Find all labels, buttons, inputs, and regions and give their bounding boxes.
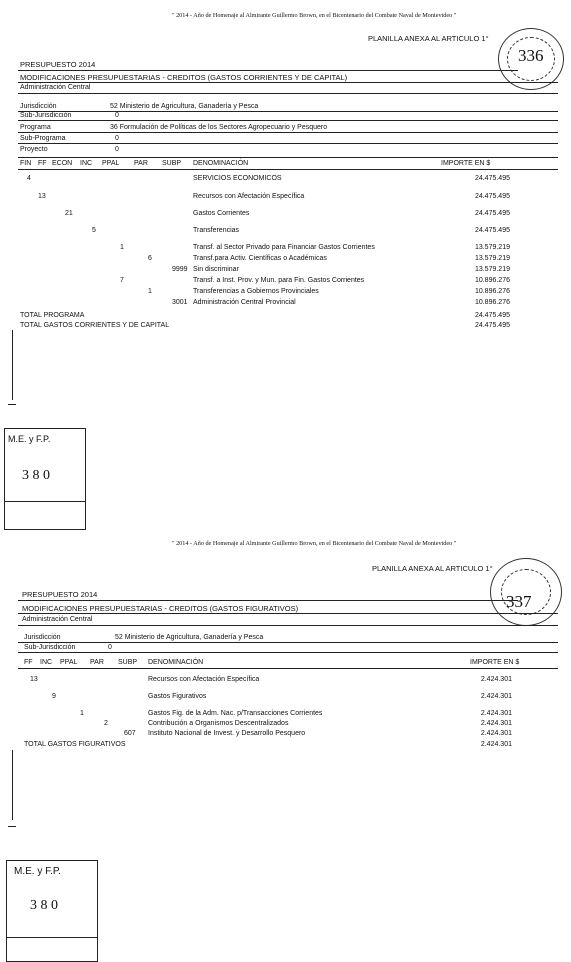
row-amount: 2.424.301 [480,676,512,683]
annex-title: PLANILLA ANEXA AL ARTICULO 1° [368,34,489,43]
row-name: Gastos Fig. de la Adm. Nac. p/Transacciones Corrientes [148,710,323,717]
section-title: MODIFICACIONES PRESUPUESTARIAS - CREDITOS (GASTOS FIGURATIVOS) [22,604,299,613]
row-code: 6 [148,255,152,262]
row-code: 9 [52,693,56,700]
page-motto: " 2014 - Año de Homenaje al Almirante Guillermo Brown, en el Bicentenario del Combate Naval de Montevideo " [172,540,457,547]
admin-label: Administración Central [22,616,93,623]
row-name: Administración Central Provincial [193,299,296,306]
col-header: DENOMINACIÓN [148,659,204,666]
presupuesto-label: PRESUPUESTO 2014 [20,60,96,69]
row-amount: 10.896.276 [474,299,510,306]
col-header: FF [38,160,47,167]
field-label: Proyecto [20,146,48,153]
col-header: SUBP [118,659,138,666]
row-name: Transf. al Sector Privado para Financiar Gastos Corrientes [193,244,375,251]
row-amount: 10.896.276 [474,277,510,284]
page-motto: " 2014 - Año de Homenaje al Almirante Guillermo Brown, en el Bicentenario del Combate Naval de Montevideo " [172,12,457,19]
col-header: SUBP [162,160,182,167]
row-name: Transferencias [193,227,240,234]
row-amount: 24.475.495 [474,210,510,217]
row-name: Recursos con Afectación Específica [193,193,305,200]
col-header: PPAL [102,160,120,167]
col-header: IMPORTE EN $ [470,659,520,666]
col-header: IMPORTE EN $ [441,160,491,167]
ministry-seal-label: M.E. y F.P. [8,434,51,444]
row-amount: 10.896.276 [474,288,510,295]
col-header: ECON [52,160,73,167]
col-header: PAR [134,160,148,167]
ministry-seal-label: M.E. y F.P. [14,866,62,877]
total-amount: 24.475.495 [474,312,510,319]
row-amount: 2.424.301 [480,720,512,727]
field-value: 36 Formulación de Políticas de los Sectores Agropecuario y Pesquero [110,124,328,131]
row-name: Transf. a Inst. Prov. y Mun. para Fin. Gastos Corrientes [193,277,365,284]
field-label: Programa [20,124,51,131]
field-label: Jurisdicción [24,634,61,641]
field-label: Sub-Jurisdicción [20,112,72,119]
total-label: TOTAL PROGRAMA [20,312,85,319]
field-value: 52 Ministerio de Agricultura, Ganadería y Pesca [110,103,259,110]
row-name: Sin discriminar [193,266,239,273]
row-amount: 13.579.219 [474,266,510,273]
row-amount: 13.579.219 [474,255,510,262]
row-name: Recursos con Afectación Específica [148,676,260,683]
col-header: PPAL [60,659,78,666]
row-amount: 13.579.219 [474,244,510,251]
row-name: Transferencias a Gobiernos Provinciales [193,288,319,295]
row-name: Instituto Nacional de Invest. y Desarrollo Pesquero [148,730,306,737]
ministry-seal-number: 3 8 0 [22,468,50,483]
row-code: 13 [38,193,46,200]
field-value: 0 [108,644,112,651]
presupuesto-label: PRESUPUESTO 2014 [22,590,98,599]
field-label: Sub-Jurisdicción [24,644,76,651]
field-value: 0 [115,135,119,142]
total-label: TOTAL GASTOS FIGURATIVOS [24,741,126,748]
col-header: DENOMINACIÓN [193,160,249,167]
folio-number: 336 [518,46,544,65]
row-amount: 24.475.495 [474,193,510,200]
row-name: Gastos Corrientes [193,210,250,217]
row-code: 4 [27,175,31,182]
col-header: PAR [90,659,104,666]
total-amount: 24.475.495 [474,322,510,329]
field-label: Jurisdicción [20,103,57,110]
row-code: 2 [104,720,108,727]
admin-label: Administración Central [20,84,91,91]
row-code: 21 [65,210,73,217]
row-code: 9999 [172,266,188,273]
row-code: 13 [30,676,38,683]
row-code: 1 [80,710,84,717]
field-value: 0 [115,146,119,153]
row-code: 1 [148,288,152,295]
row-code: 607 [124,730,136,737]
col-header: INC [80,160,93,167]
row-name: SERVICIOS ECONOMICOS [193,175,282,182]
row-amount: 2.424.301 [480,730,512,737]
field-value: 0 [115,112,119,119]
col-header: INC [40,659,53,666]
row-amount: 2.424.301 [480,693,512,700]
annex-title: PLANILLA ANEXA AL ARTICULO 1° [372,564,493,573]
row-name: Transf.para Activ. Científicas o Académicas [193,255,327,262]
section-title: MODIFICACIONES PRESUPUESTARIAS - CREDITOS (GASTOS CORRIENTES Y DE CAPITAL) [20,73,348,82]
total-label: TOTAL GASTOS CORRIENTES Y DE CAPITAL [20,322,170,329]
row-code: 7 [120,277,124,284]
row-code: 1 [120,244,124,251]
row-code: 5 [92,227,96,234]
ministry-seal-number: 3 8 0 [30,898,58,913]
field-label: Sub-Programa [20,135,66,142]
col-header: FF [24,659,33,666]
row-amount: 2.424.301 [480,710,512,717]
row-code: 3001 [172,299,188,306]
row-amount: 24.475.495 [474,175,510,182]
row-name: Gastos Figurativos [148,693,207,700]
field-value: 52 Ministerio de Agricultura, Ganadería y Pesca [115,634,264,641]
folio-number: 337 [506,592,532,611]
row-amount: 24.475.495 [474,227,510,234]
col-header: FIN [20,160,32,167]
row-name: Contribución a Organismos Descentralizados [148,720,289,727]
total-amount: 2.424.301 [480,741,512,748]
